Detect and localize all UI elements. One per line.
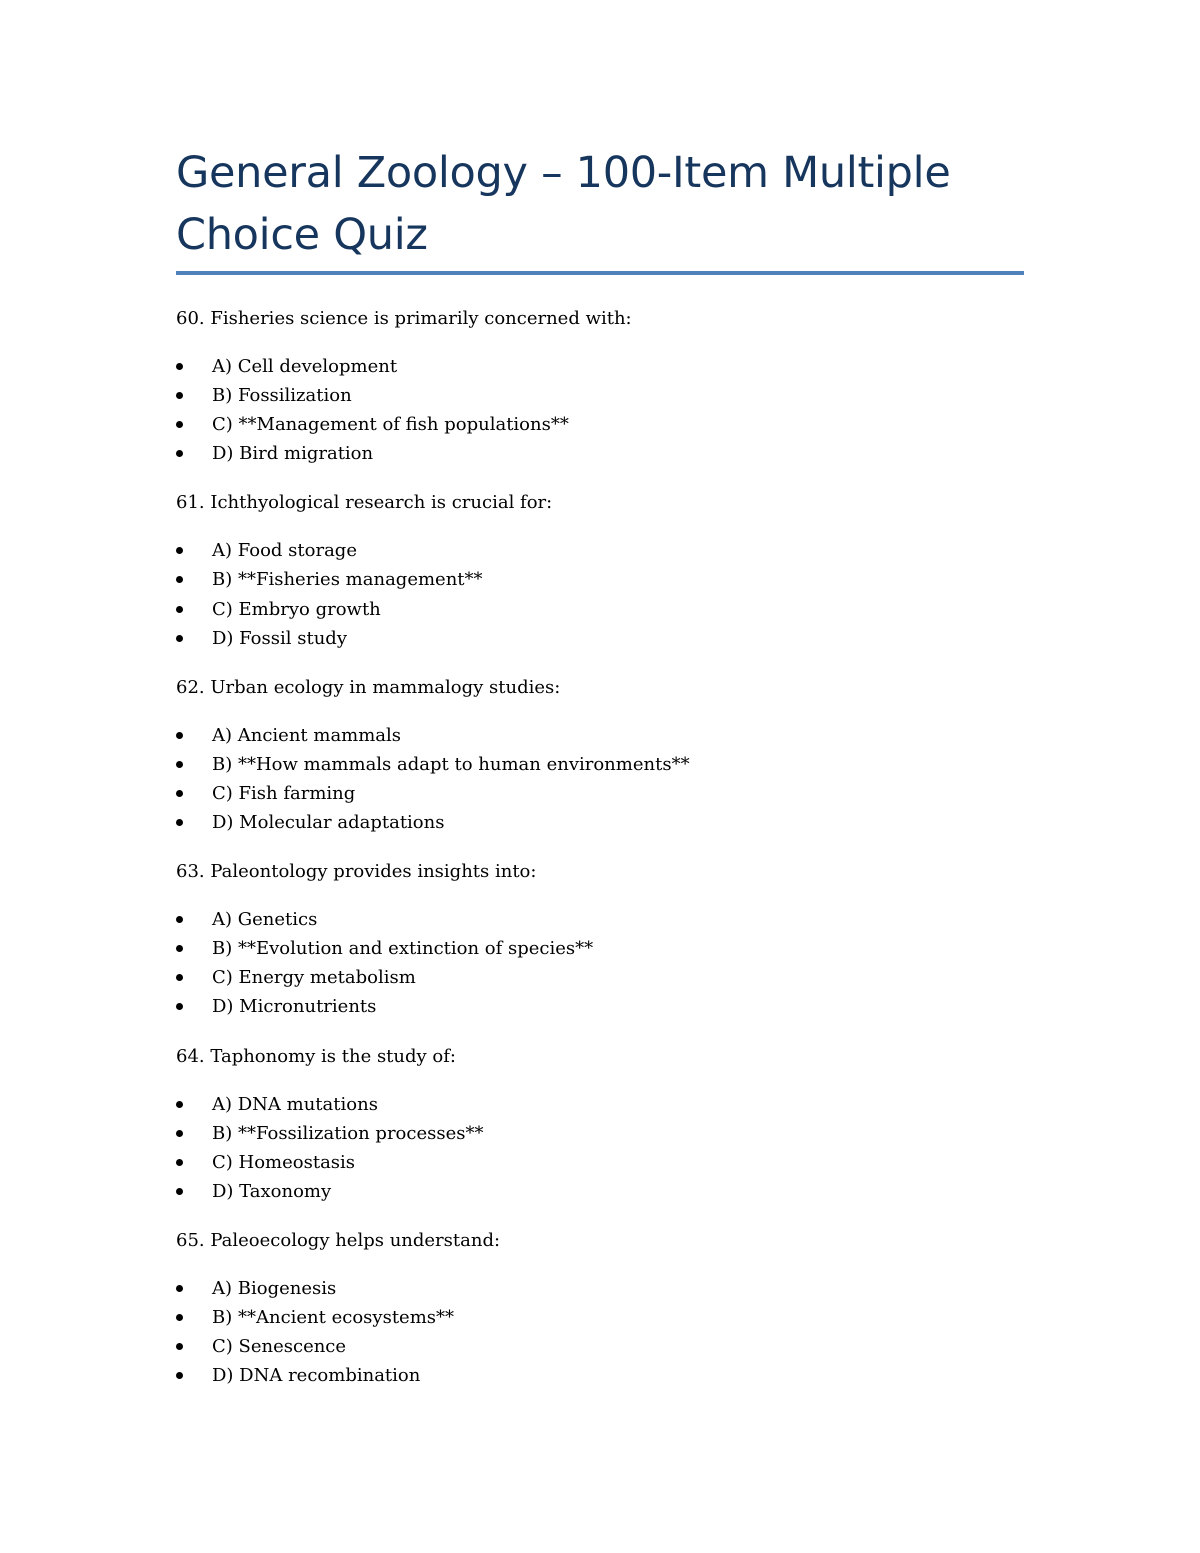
option-text: A) Ancient mammals <box>212 724 402 746</box>
option-text: B) Fossilization <box>212 385 352 407</box>
option-text: A) Genetics <box>212 909 318 931</box>
option-item <box>176 1303 1024 1332</box>
bullet-icon <box>176 1130 183 1137</box>
option-text: C) Embryo growth <box>212 598 381 620</box>
bullet-icon <box>176 1188 183 1195</box>
question-60 <box>176 304 1024 488</box>
bullet-icon <box>176 576 183 583</box>
option-item <box>176 808 1024 837</box>
bullet-icon <box>176 635 183 642</box>
bullet-icon <box>176 732 183 739</box>
option-item <box>176 439 1024 468</box>
option-item <box>176 1148 1024 1177</box>
option-item <box>176 721 1024 750</box>
option-text: A) Cell development <box>212 356 398 377</box>
option-item <box>176 1274 1024 1303</box>
option-text: B) **How mammals adapt to human environments** <box>212 753 690 775</box>
bullet-icon <box>176 819 183 826</box>
title-underline <box>176 271 1024 275</box>
question-text: 60. Fisheries science is primarily concerned with: <box>176 308 632 329</box>
option-text: D) Micronutrients <box>212 996 377 1018</box>
question-64 <box>176 1042 1024 1226</box>
option-item <box>176 1332 1024 1361</box>
option-text: C) Homeostasis <box>212 1151 356 1173</box>
option-item <box>176 565 1024 594</box>
question-text: 64. Taphonomy is the study of: <box>176 1045 456 1067</box>
bullet-icon <box>176 1003 183 1010</box>
question-text: 61. Ichthyological research is crucial for: <box>176 492 553 514</box>
bullet-icon <box>176 421 183 428</box>
option-text: C) Fish farming <box>212 782 356 804</box>
bullet-icon <box>176 945 183 952</box>
option-item <box>176 381 1024 410</box>
option-item <box>176 624 1024 653</box>
question-text: 62. Urban ecology in mammalogy studies: <box>176 676 561 698</box>
bullet-icon <box>176 974 183 981</box>
option-list <box>176 352 1024 468</box>
option-text: B) **Evolution and extinction of species** <box>212 938 594 960</box>
option-text: B) **Ancient ecosystems** <box>212 1307 455 1329</box>
question-list <box>176 304 1024 1410</box>
option-text: B) **Fossilization processes** <box>212 1122 484 1144</box>
option-item <box>176 1361 1024 1390</box>
question-62 <box>176 673 1024 857</box>
bullet-icon <box>176 1372 183 1379</box>
option-item <box>176 963 1024 992</box>
bullet-icon <box>176 547 183 554</box>
question-text: 63. Paleontology provides insights into: <box>176 861 537 883</box>
bullet-icon <box>176 916 183 923</box>
option-item <box>176 779 1024 808</box>
bullet-icon <box>176 392 183 399</box>
option-text: B) **Fisheries management** <box>212 569 483 591</box>
option-item <box>176 536 1024 565</box>
option-list <box>176 721 1024 837</box>
option-item <box>176 352 1024 381</box>
option-text: D) DNA recombination <box>212 1365 421 1387</box>
option-item <box>176 1090 1024 1119</box>
option-list <box>176 905 1024 1021</box>
bullet-icon <box>176 1101 183 1108</box>
bullet-icon <box>176 761 183 768</box>
bullet-icon <box>176 363 183 370</box>
question-text: 65. Paleoecology helps understand: <box>176 1229 501 1251</box>
bullet-icon <box>176 790 183 797</box>
bullet-icon <box>176 1314 183 1321</box>
option-item <box>176 905 1024 934</box>
bullet-icon <box>176 606 183 613</box>
question-65 <box>176 1226 1024 1410</box>
question-63 <box>176 857 1024 1041</box>
bullet-icon <box>176 1285 183 1292</box>
bullet-icon <box>176 1343 183 1350</box>
option-item <box>176 934 1024 963</box>
option-item <box>176 1119 1024 1148</box>
document-title: General Zoology – 100-Item Multiple Choice Quiz <box>176 148 951 260</box>
option-text: C) Senescence <box>212 1336 347 1358</box>
option-text: D) Molecular adaptations <box>212 812 445 834</box>
option-text: A) Food storage <box>212 540 357 562</box>
option-text: A) Biogenesis <box>212 1277 337 1299</box>
option-list <box>176 536 1024 652</box>
option-item <box>176 1177 1024 1206</box>
option-text: D) Bird migration <box>212 443 374 465</box>
bullet-icon <box>176 450 183 457</box>
option-item <box>176 595 1024 624</box>
option-list <box>176 1090 1024 1206</box>
option-text: C) **Management of fish populations** <box>212 414 569 436</box>
option-text: D) Fossil study <box>212 627 347 649</box>
option-list <box>176 1274 1024 1390</box>
option-item <box>176 750 1024 779</box>
option-text: A) DNA mutations <box>212 1093 378 1115</box>
option-text: C) Energy metabolism <box>212 967 416 989</box>
option-item <box>176 410 1024 439</box>
bullet-icon <box>176 1159 183 1166</box>
question-61 <box>176 488 1024 672</box>
option-item <box>176 992 1024 1021</box>
option-text: D) Taxonomy <box>212 1180 332 1202</box>
